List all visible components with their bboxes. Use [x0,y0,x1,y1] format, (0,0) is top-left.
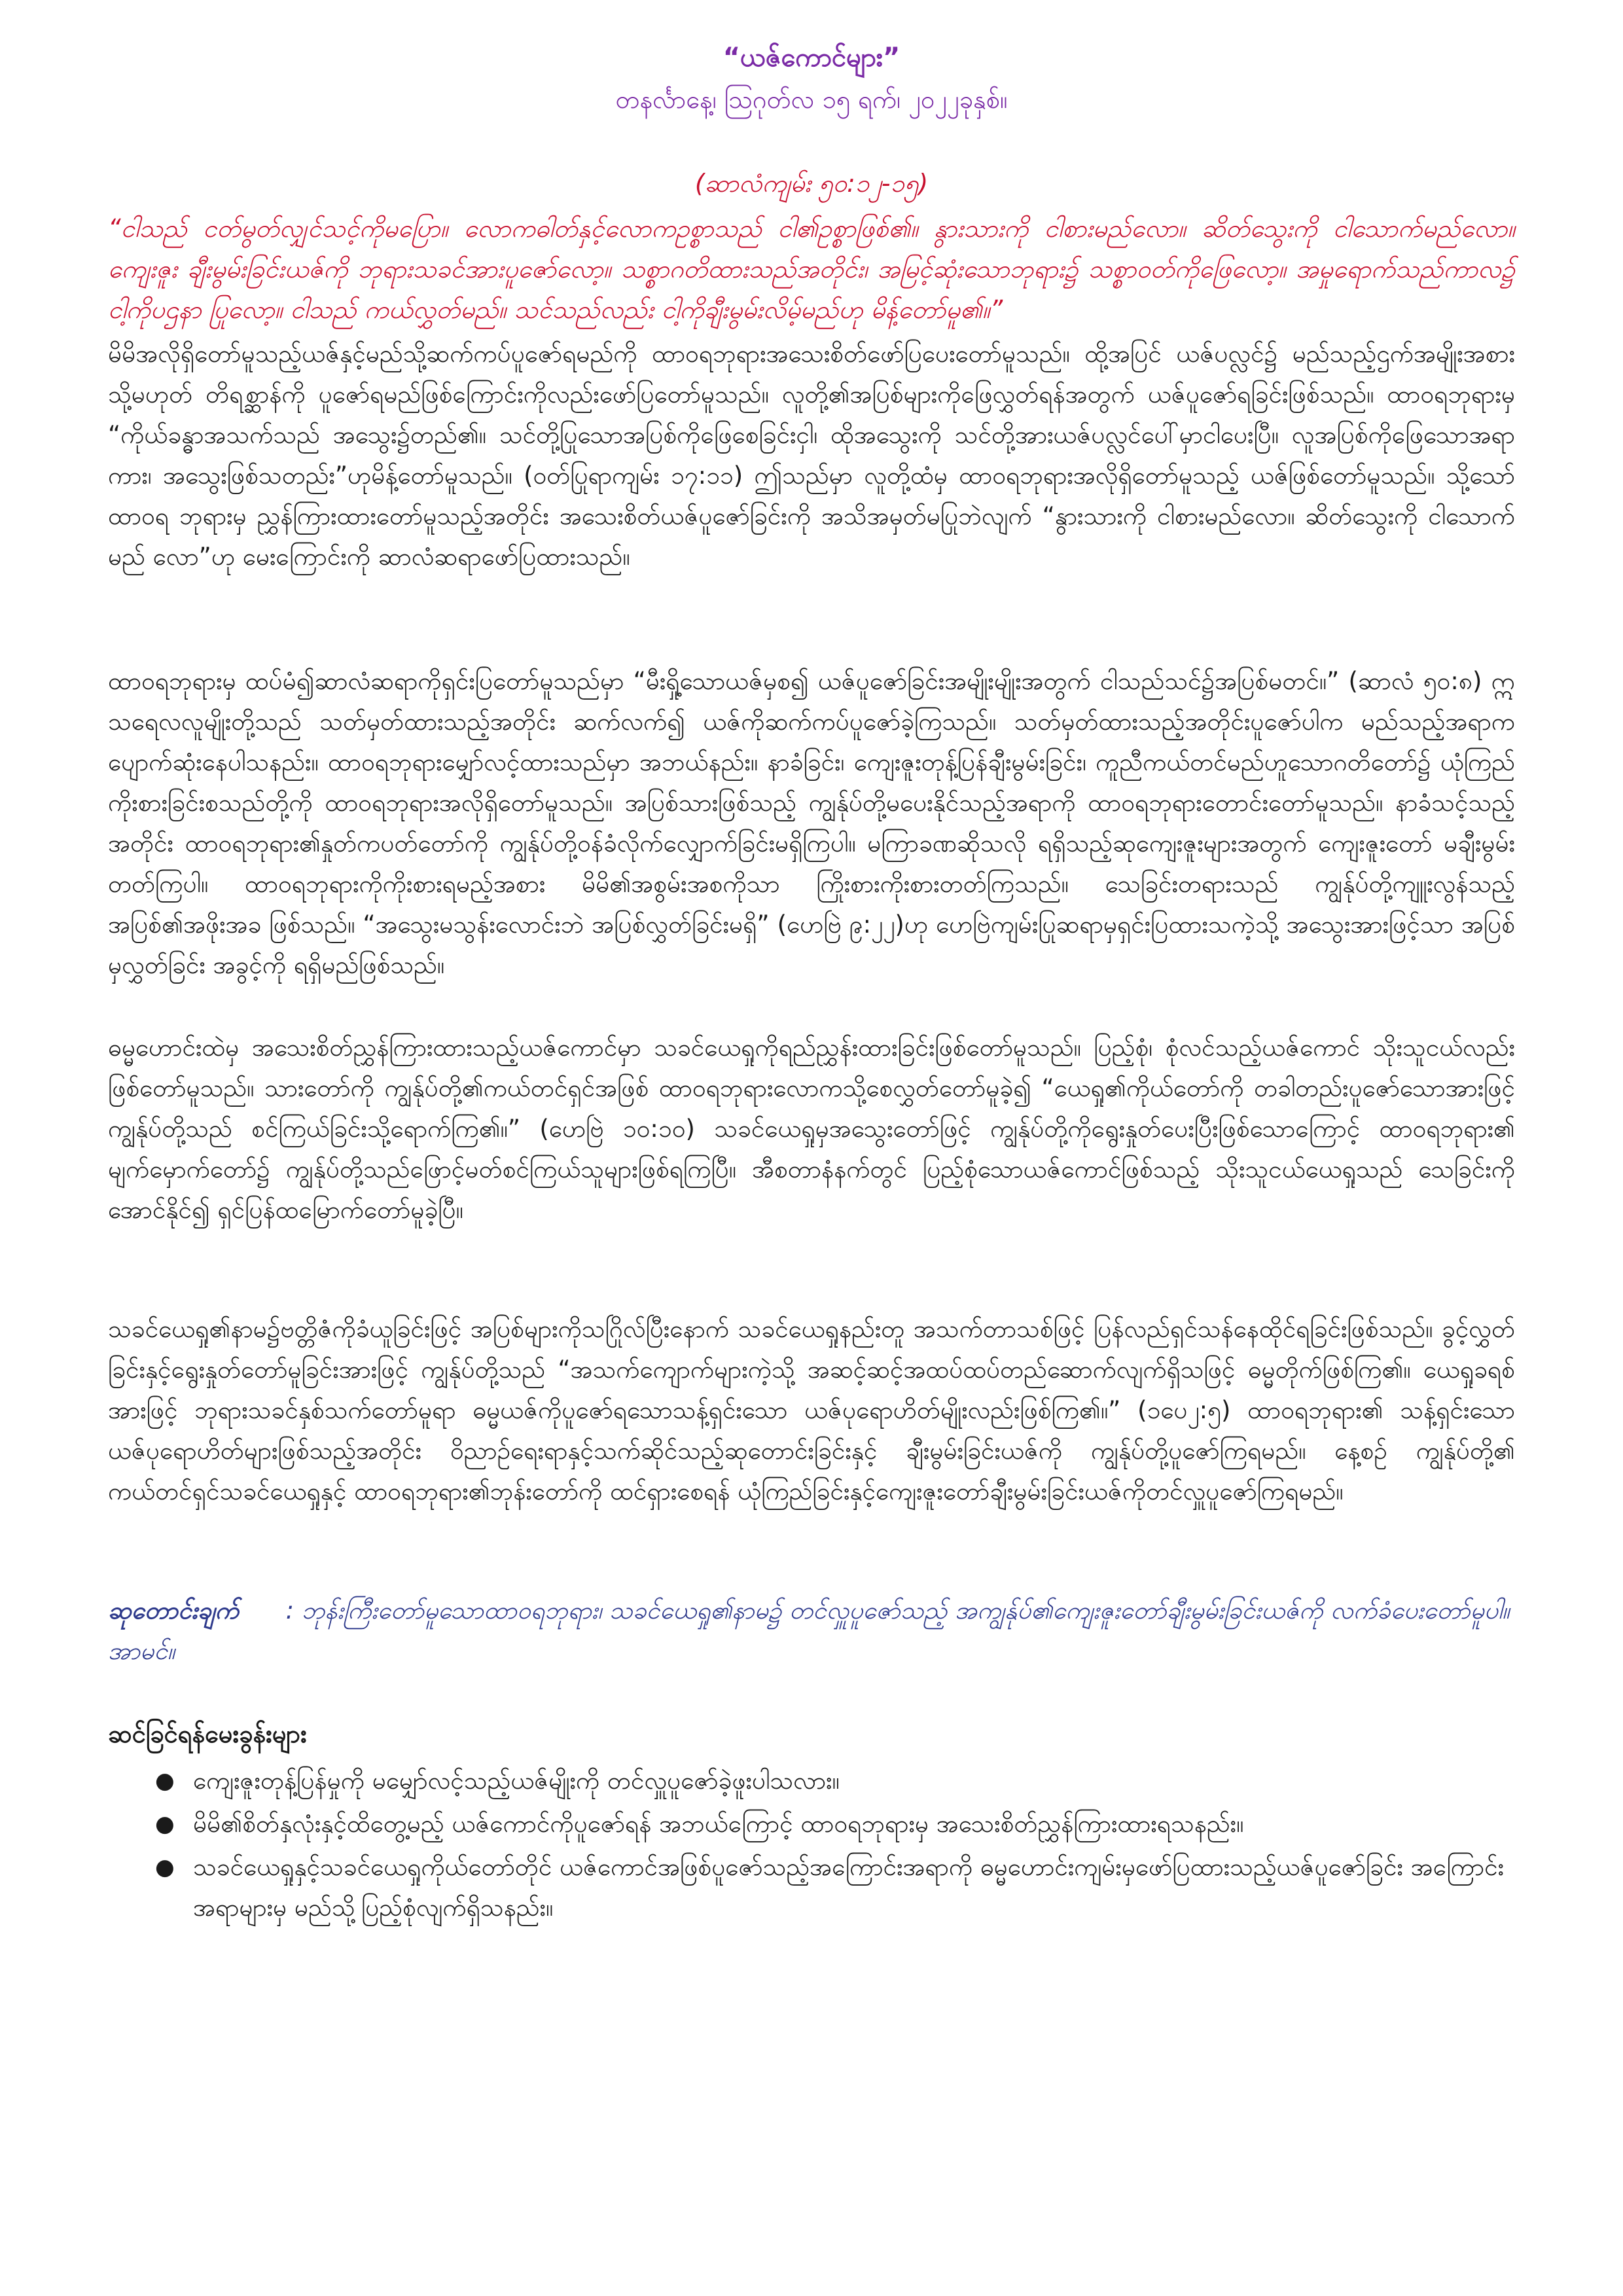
list-item [108,1804,1515,1844]
bullet-icon: ● [155,1854,175,1880]
verse-reference: (ဆာလံကျမ်း ၅၀:၁၂-၁၅) [694,169,929,198]
date-line: တနင်္လာနေ့၊ ဩဂုတ်လ ၁၅ ရက်၊ ၂၀၂၂ခုနှစ်။ [615,85,1008,114]
page-title: “ယဇ်ကောင်များ” [722,43,901,73]
question-text: ကျေးဇူးတုန့်ပြန်မှုကို မမျှော်လင့်သည့်ယဇ်မျိုးကို တင်လှူပူဇော်ခဲ့ဖူးပါသလား။ [193,1767,840,1795]
body-paragraph-2: ထာဝရဘုရားမှ ထပ်မံ၍ဆာလံဆရာကိုရှင်းပြတော်မူသည်မှာ “မီးရှို့သောယဇ်မှစ၍ ယဇ်ပူဇော်ခြင်းအမျိုးမျိုးအတွက် ငါသည်သင်၌အပြစ်မတင်။” (ဆာလံ ၅၀:၈) ဣသရေလလူမျိုးတို့သည် သတ်မှတ်ထားသည့်အတိုင်း ဆက်လက်၍ ယဇ်ကိုဆက်ကပ်ပူဇော်ခဲ့ကြသည်။ သတ်မှတ်ထားသည့်အတိုင်းပူဇော်ပါက မည်သည့်အရာက ပျောက်ဆုံးနေပါသနည်း။ ထာဝရဘုရားမျှော်လင့်ထားသည်မှာ အဘယ်နည်း။ နာခံခြင်း၊ ကျေးဇူးတုန့်ပြန်ချီးမွမ်းခြင်း၊ ကူညီကယ်တင်မည်ဟူသောဂတိတော်၌ ယုံကြည် ကိုးစားခြင်းစသည်တို့ကို ထာဝရဘုရားအလိုရှိတော်မူသည်။ အပြစ်သားဖြစ်သည့် ကျွန်ုပ်တို့မပေးနိုင်သည့်အရာကို ထာဝရဘုရားတောင်းတော်မူသည်။ နာခံသင့်သည့် အတိုင်း ထာဝရဘုရား၏နှုတ်ကပတ်တော်ကို ကျွန်ုပ်တို့ဝန်ခံလိုက်လျှောက်ခြင်းမရှိကြပါ။ မကြာခဏဆိုသလို ရရှိသည့်ဆုကျေးဇူးများအတွက် ကျေးဇူးတော် မချီးမွမ်း တတ်ကြပါ။ ထာဝရဘုရားကိုကိုးစားရမည့်အစား မိမိ၏အစွမ်းအစကိုသာ ကြိုးစားကိုးစားတတ်ကြသည်။ သေခြင်းတရားသည် ကျွန်ုပ်တို့ကျူးလွန်သည့် အပြစ်၏အဖိုးအခ ဖြစ်သည်။ “အသွေးမသွန်းလောင်းဘဲ အပြစ်လွှတ်ခြင်းမရှိ” (ဟေဗြဲ ၉:၂၂)ဟု ဟေဗြဲကျမ်းပြုဆရာမှရှင်းပြထားသကဲ့သို့ အသွေးအားဖြင့်သာ အပြစ်မှလွှတ်ခြင်း အခွင့်ကို ရရှိမည်ဖြစ်သည်။ [108,667,1515,979]
verse-quote: “ငါသည် ငတ်မွတ်လျှင်သင့်ကိုမပြော။ လောကဓါတ်နှင့်လောကဥစ္စာသည် ငါ၏ဥစ္စာဖြစ်၏။ နွားသားကို ငါစားမည်လော။ ဆိတ်သွေးကို ငါသောက်မည်လော။ ကျေးဇူး ချီးမွမ်းခြင်းယဇ်ကို ဘုရားသခင်အားပူဇော်လော့။ သစ္စာဂတိထားသည်အတိုင်း၊ အမြင့်ဆုံးသောဘုရား၌ သစ္စာဝတ်ကိုဖြေလော့။ အမှုရောက်သည်ကာလ၌ ငါ့ကိုပဌနာ ပြုလော့။ ငါသည် ကယ်လွှတ်မည်။ သင်သည်လည်း ငါ့ကိုချီးမွမ်းလိမ့်မည်ဟု မိန့်တော်မူ၏။” [108,214,1515,324]
question-text: သခင်ယေရှုနှင့်သခင်ယေရှုကိုယ်တော်တိုင် ယဇ်ကောင်အဖြစ်ပူဇော်သည့်အကြောင်းအရာကို ဓမ္မဟောင်းကျမ်းမှဖော်ပြထားသည့်ယဇ်ပူဇော်ခြင်း အကြောင်း အရာများမှ မည်သို့ပြည့်စုံလျက်ရှိသနည်း။ [193,1853,1505,1922]
questions-heading: ဆင်ခြင်ရန်မေးခွန်းများ [108,1719,307,1748]
body-paragraph-4: သခင်ယေရှု၏နာမ၌ဗတ္တိဇံကိုခံယူခြင်းဖြင့် အပြစ်များကိုသဂြိုလ်ပြီးနောက် သခင်ယေရှုနည်းတူ အသက်တာသစ်ဖြင့် ပြန်လည်ရှင်သန်နေထိုင်ရခြင်းဖြစ်သည်။ ခွင့်လွှတ် ခြင်းနှင့်ရွေးနှုတ်တော်မူခြင်းအားဖြင့် ကျွန်ုပ်တို့သည် “အသက်ကျောက်များကဲ့သို့ အဆင့်ဆင့်အထပ်ထပ်တည်ဆောက်လျက်ရှိသဖြင့် ဓမ္မတိုက်ဖြစ်ကြ၏။ ယေရှုခရစ်အားဖြင့် ဘုရားသခင်နှစ်သက်တော်မူရာ ဓမ္မယဇ်ကိုပူဇော်ရသောသန့်ရှင်းသော ယဇ်ပုရောဟိတ်မျိုးလည်းဖြစ်ကြ၏။” (၁ပေ၂:၅) ထာဝရဘုရား၏ သန့်ရှင်းသော ယဇ်ပုရောဟိတ်များဖြစ်သည့်အတိုင်း ဝိညာဉ်ရေးရာနှင့်သက်ဆိုင်သည့်ဆုတောင်းခြင်းနှင့် ချီးမွမ်းခြင်းယဇ်ကို ကျွန်ုပ်တို့ပူဇော်ကြရမည်။ နေ့စဉ် ကျွန်ုပ်တို့၏ ကယ်တင်ရှင်သခင်ယေရှုနှင့် ထာဝရဘုရား၏ဘုန်းတော်ကို ထင်ရှားစေရန် ယုံကြည်ခြင်းနှင့်ကျေးဇူးတော်ချီးမွမ်းခြင်းယဇ်ကိုတင်လှူပူဇော်ကြရမည်။ [108,1315,1515,1505]
prayer-text: : ဘုန်းကြီးတော်မူသောထာဝရဘုရား၊ သခင်ယေရှု၏နာမ၌ တင်လှူပူဇော်သည့် အကျွန်ုပ်၏ကျေးဇူးတော်ချီးမွမ်းခြင်းယဇ်ကို လက်ခံပေးတော်မူပါ။ အာမင်။ [108,1596,1510,1665]
body-paragraph-3: ဓမ္မဟောင်းထဲမှ အသေးစိတ်ညွှန်ကြားထားသည့်ယဇ်ကောင်မှာ သခင်ယေရှုကိုရည်ညွှန်းထားခြင်းဖြစ်တော်မူသည်။ ပြည့်စုံ၊ စုံလင်သည့်ယဇ်ကောင် သိုးသူငယ်လည်း ဖြစ်တော်မူသည်။ သားတော်ကို ကျွန်ုပ်တို့၏ကယ်တင်ရှင်အဖြစ် ထာဝရဘုရားလောကသို့စေလွှတ်တော်မူခဲ့၍ “ယေရှု၏ကိုယ်တော်ကို တခါတည်းပူဇော်သောအားဖြင့် ကျွန်ုပ်တို့သည် စင်ကြယ်ခြင်းသို့ရောက်ကြ၏။” (ဟေဗြဲ ၁၀:၁၀) သခင်ယေရှုမှအသွေးတော်ဖြင့် ကျွန်ုပ်တို့ကိုရွေးနှုတ်ပေးပြီးဖြစ်သောကြောင့် ထာဝရဘုရား၏ မျက်မှောက်တော်၌ ကျွန်ုပ်တို့သည်ဖြောင့်မတ်စင်ကြယ်သူများဖြစ်ရကြပြီ။ အီစတာနံနက်တွင် ပြည့်စုံသောယဇ်ကောင်ဖြစ်သည့် သိုးသူငယ်ယေရှုသည် သေခြင်းကို အောင်နိုင်၍ ရှင်ပြန်ထမြောက်တော်မူခဲ့ပြီ။ [108,1033,1515,1224]
bullet-icon: ● [155,1811,175,1837]
questions-list [108,1761,1515,1931]
list-item [108,1847,1515,1928]
question-text: မိမိ၏စိတ်နှလုံးနှင့်ထိတွေ့မည့် ယဇ်ကောင်ကိုပူဇော်ရန် အဘယ်ကြောင့် ထာဝရဘုရားမှ အသေးစိတ်ညွှန်ကြားထားရသနည်း။ [193,1810,1244,1838]
body-paragraph-1: မိမိအလိုရှိတော်မူသည့်ယဇ်နှင့်မည်သို့ဆက်ကပ်ပူဇော်ရမည်ကို ထာဝရဘုရားအသေးစိတ်ဖော်ပြပေးတော်မူသည်။ ထို့အပြင် ယဇ်ပလ္လင်၌ မည်သည့်ဌက်အမျိုးအစား သို့မဟုတ် တိရစ္ဆာန်ကို ပူဇော်ရမည်ဖြစ်ကြောင်းကိုလည်းဖော်ပြတော်မူသည်။ လူတို့၏အပြစ်များကိုဖြေလွှတ်ရန်အတွက် ယဇ်ပူဇော်ရခြင်းဖြစ်သည်။ ထာဝရဘုရားမှ “ကိုယ်ခန္ဓာအသက်သည် အသွေး၌တည်၏။ သင်တို့ပြုသောအပြစ်ကိုဖြေစေခြင်းငှါ၊ ထိုအသွေးကို သင်တို့အားယဇ်ပလ္လင်ပေါ်မှာငါပေးပြီ။ လူအပြစ်ကိုဖြေသောအရာကား၊ အသွေးဖြစ်သတည်း”ဟုမိန့်တော်မူသည်။ (ဝတ်ပြုရာကျမ်း ၁၇:၁၁) ဤသည်မှာ လူတို့ထံမှ ထာဝရဘုရားအလိုရှိတော်မူသည့် ယဇ်ဖြစ်တော်မူသည်။ သို့သော် ထာဝရ ဘုရားမှ ညွှန်ကြားထားတော်မူသည့်အတိုင်း အသေးစိတ်ယဇ်ပူဇော်ခြင်းကို အသိအမှတ်မပြုဘဲလျက် “နွားသားကို ငါစားမည်လော။ ဆိတ်သွေးကို ငါသောက်မည် လော”ဟု မေးကြောင်းကို ဆာလံဆရာဖော်ပြထားသည်။ [108,340,1515,571]
bullet-icon: ● [155,1768,175,1794]
list-item [108,1761,1515,1801]
prayer-block [108,1590,1515,1672]
prayer-label: ဆုတောင်းချက် [108,1596,239,1624]
